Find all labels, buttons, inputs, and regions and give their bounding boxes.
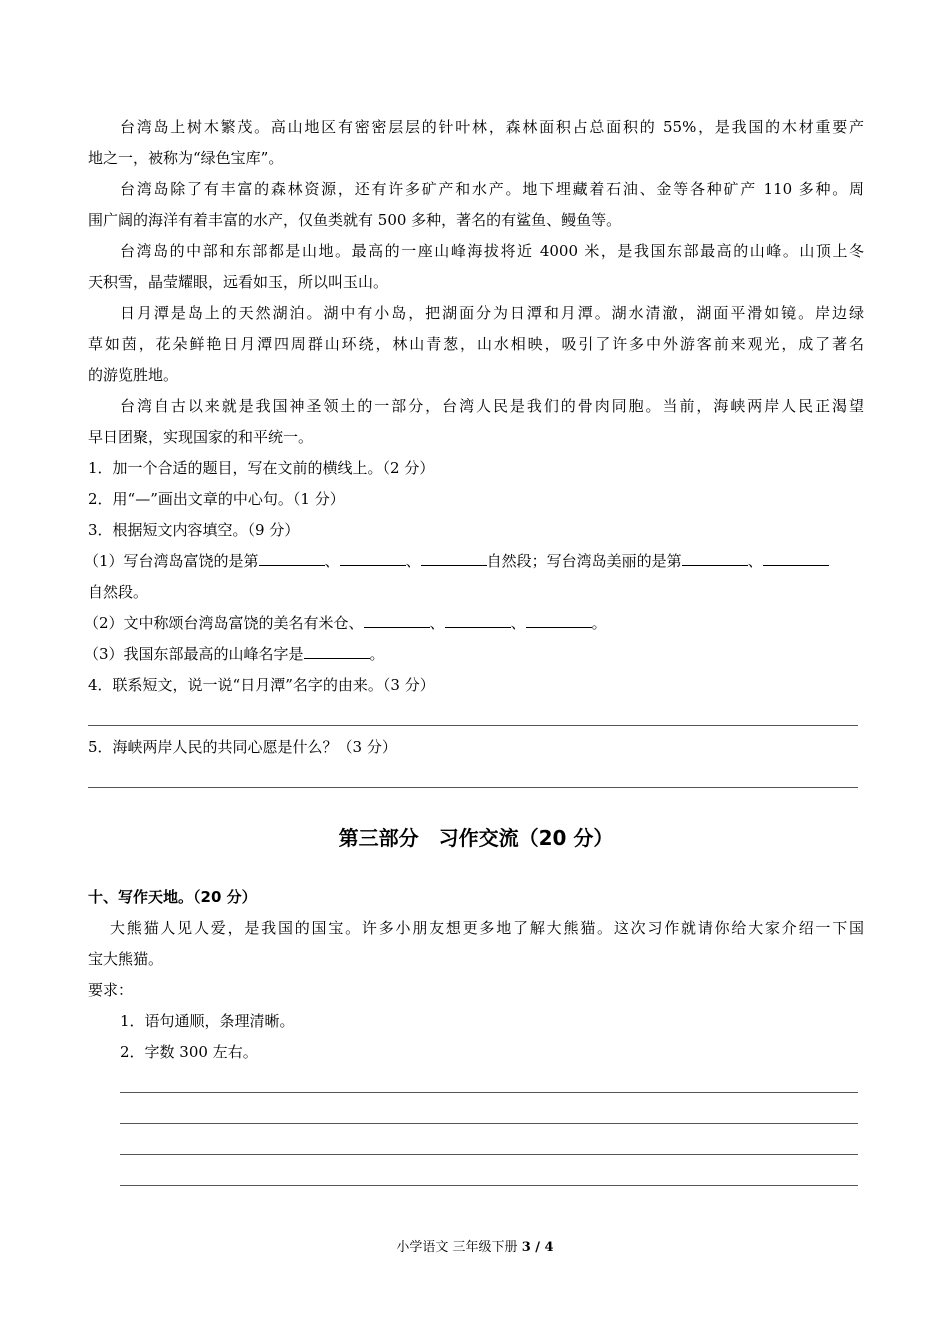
- passage-line: 的游览胜地。: [88, 366, 179, 384]
- question-3-1-cont: 自然段。: [88, 583, 149, 601]
- passage-line: 台湾自古以来就是我国神圣领土的一部分，台湾人民是我们的骨肉同胞。当前，海峡两岸人民正渴望: [120, 397, 864, 415]
- fill-blank[interactable]: [421, 547, 487, 566]
- fill-blank[interactable]: [445, 609, 511, 628]
- question-text: 自然段；写台湾岛美丽的是第: [486, 552, 682, 570]
- fill-blank[interactable]: [364, 609, 430, 628]
- requirement-item: 1．语句通顺，条理清晰。: [120, 1012, 295, 1030]
- fill-blank[interactable]: [340, 547, 406, 566]
- separator: 。: [369, 645, 385, 663]
- answer-line[interactable]: [88, 701, 864, 732]
- answer-line[interactable]: [88, 763, 864, 794]
- question-text: （3）我国东部最高的山峰名字是: [84, 645, 304, 663]
- question-3: 3．根据短文内容填空。（9 分）: [88, 521, 300, 539]
- writing-line[interactable]: [88, 1161, 864, 1192]
- footer-text: 小学语文 三年级下册: [396, 1240, 522, 1255]
- task-heading: 十、写作天地。（20 分）: [88, 888, 257, 906]
- separator: 、: [405, 552, 421, 570]
- question-2: 2．用“—”画出文章的中心句。（1 分）: [88, 490, 345, 508]
- exam-page: [84, 112, 864, 1192]
- question-4: 4．联系短文，说一说“日月潭”名字的由来。（3 分）: [88, 676, 435, 694]
- prompt-line: 宝大熊猫。: [88, 950, 164, 968]
- fill-blank[interactable]: [259, 547, 325, 566]
- separator: 。: [591, 614, 607, 632]
- page-footer: [0, 1238, 950, 1258]
- passage-line: 台湾岛除了有丰富的森林资源，还有许多矿产和水产。地下埋藏着石油、金等各种矿产 110 多种。周: [120, 180, 864, 198]
- passage-line: 围广阔的海洋有着丰富的水产，仅鱼类就有 500 多种，著名的有鲨鱼、鳗鱼等。: [88, 211, 622, 229]
- separator: 、: [324, 552, 340, 570]
- passage-line: 天积雪，晶莹耀眼，远看如玉，所以叫玉山。: [88, 273, 389, 291]
- passage-line: 草如茵，花朵鲜艳日月潭四周群山环绕，林山青葱，山水相映，吸引了许多中外游客前来观光，成了著名: [88, 335, 864, 353]
- requirement-item: 2．字数 300 左右。: [120, 1043, 258, 1061]
- passage-line: 早日团聚，实现国家的和平统一。: [88, 428, 314, 446]
- writing-line[interactable]: [88, 1068, 864, 1099]
- page-number: 3 / 4: [521, 1240, 554, 1255]
- passage-line: 日月潭是岛上的天然湖泊。湖中有小岛，把湖面分为日潭和月潭。湖水清澈，湖面平滑如镜。岸边绿: [120, 304, 864, 322]
- fill-blank[interactable]: [304, 640, 370, 659]
- passage-line: 地之一，被称为“绿色宝库”。: [88, 149, 284, 167]
- fill-blank[interactable]: [682, 547, 748, 566]
- passage-line: 台湾岛的中部和东部都是山地。最高的一座山峰海拔将近 4000 米，是我国东部最高的山峰。山顶上冬: [120, 242, 864, 260]
- requirements-label: 要求：: [88, 981, 134, 999]
- writing-line[interactable]: [88, 1130, 864, 1161]
- separator: 、: [429, 614, 445, 632]
- question-5: 5．海峡两岸人民的共同心愿是什么？（3 分）: [88, 738, 397, 756]
- section-title: 第三部分 习作交流（20 分）: [338, 826, 614, 850]
- question-3-2: [84, 608, 864, 639]
- question-1: 1．加一个合适的题目，写在文前的横线上。（2 分）: [88, 459, 435, 477]
- question-3-3: [84, 639, 864, 670]
- question-text: （1）写台湾岛富饶的是第: [84, 552, 259, 570]
- question-text: （2）文中称颂台湾岛富饶的美名有米仓、: [84, 614, 364, 632]
- writing-line[interactable]: [88, 1099, 864, 1130]
- separator: 、: [510, 614, 526, 632]
- fill-blank[interactable]: [526, 609, 592, 628]
- separator: 、: [747, 552, 763, 570]
- prompt-line: 大熊猫人见人爱，是我国的国宝。许多小朋友想更多地了解大熊猫。这次习作就请你给大家介绍一下国: [110, 919, 864, 937]
- question-3-1: [84, 546, 864, 577]
- passage-line: 台湾岛上树木繁茂。高山地区有密密层层的针叶林，森林面积占总面积的 55%，是我国的木材重要产: [120, 118, 864, 136]
- fill-blank[interactable]: [763, 547, 829, 566]
